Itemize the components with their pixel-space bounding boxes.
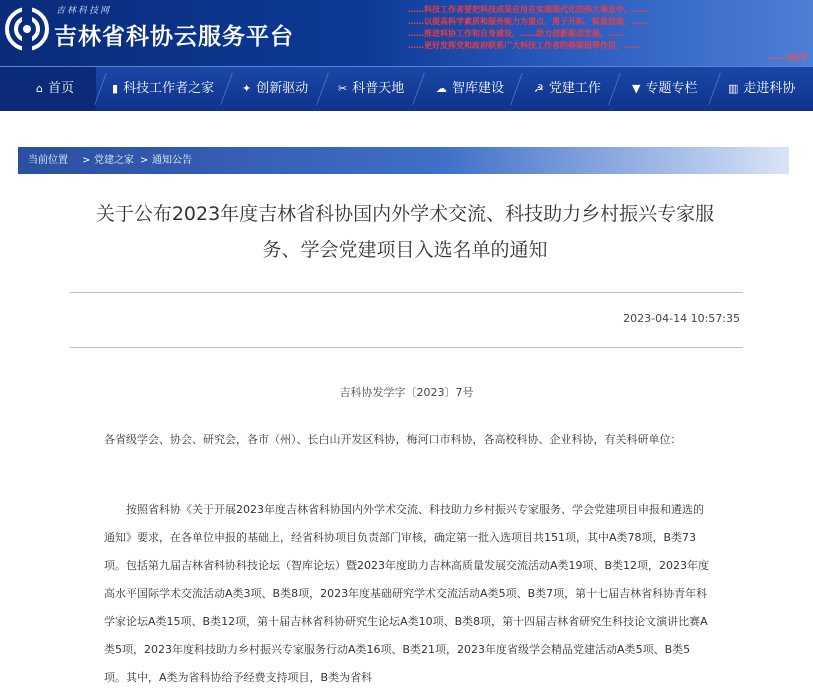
nav-item-innovation[interactable] [242, 67, 308, 111]
cast-logo-icon[interactable] [4, 6, 50, 52]
nav-item-party-building[interactable] [534, 67, 601, 111]
nav-item-scientist-home[interactable] [112, 67, 214, 111]
quote-line: ……以提高科学素质和服务能力为重点，勇于开拓、锐意进取，…… [408, 17, 648, 26]
breadcrumb-separator: > [140, 155, 149, 166]
document-number: 吉科协发学字〔2023〕7号 [339, 386, 474, 399]
breadcrumb [18, 147, 789, 174]
site-title[interactable]: 吉林省科协云服务平台 [54, 24, 294, 50]
nav-divider [220, 73, 233, 105]
nav-divider [94, 73, 107, 105]
nav-item-label: 智库建设 [452, 81, 505, 96]
nav-item-think-tank[interactable] [436, 67, 504, 111]
publish-date: 2023-04-14 10:57:35 [623, 312, 740, 325]
nav-divider [316, 73, 329, 105]
nav-item-label: 走进科协 [743, 81, 796, 96]
bookmark-icon: ▼ [632, 82, 641, 95]
nav-item-about[interactable] [728, 67, 795, 111]
nav-divider [608, 73, 621, 105]
breadcrumb-link-notices[interactable]: 通知公告 [152, 155, 192, 166]
home-icon: ⌂ [36, 82, 43, 95]
nav-item-label: 科普天地 [352, 81, 405, 96]
site-header [0, 0, 813, 66]
meta-divider [70, 347, 743, 348]
spark-icon: ✦ [242, 82, 252, 95]
nav-item-label: 党建工作 [548, 81, 601, 96]
flask-icon: ✂ [338, 82, 348, 95]
nav-divider [510, 73, 523, 105]
book-icon: ▥ [728, 82, 739, 95]
quote-author: ——习近平 [768, 53, 808, 62]
title-divider [70, 292, 743, 293]
breadcrumb-separator: > [82, 155, 91, 166]
header-quote [408, 4, 808, 64]
nav-divider [412, 73, 425, 105]
party-icon: ☭ [534, 82, 544, 95]
nav-item-label: 首页 [47, 81, 74, 96]
nav-item-label: 专题专栏 [645, 81, 698, 96]
nav-divider [708, 73, 721, 105]
nav-item-special-topics[interactable] [632, 67, 697, 111]
breadcrumb-current-label: 当前位置 [28, 155, 68, 166]
article-body: 按照省科协《关于开展2023年度吉林省科协国内外学术交流、科技助力乡村振兴专家服务、学会党建项目申报和遴选的通知》要求，在各单位申报的基础上，经省科协项目负责部门审核，确定第一批入选项目共151项，其中A类78项，B类73项。包括第九届吉林省科协科技论坛（智库论坛）暨2023年度助力吉林高质量发展交流活动A类19项、B类12项，2023年度高水平国际学术交流活动A类3项、B类8项，2023年度基础研究学术交流活动A类5项、B类7项，第十七届吉林省科协青年科学家论坛A类15项、B类12项，第十届吉林省科协研究生论坛A类10项、B类8项，第十四届吉林省研究生科技论文演讲比赛A类5项，2023年度科技助力乡村振兴专家服务行动A类16项、B类21项，2023年度省级学会精品党建活动A类5项、B类5项。其中，A类为省科协给予经费支持项目，B类为省科 [104, 503, 710, 684]
article-title-line: 务、学会党建项目入选名单的通知 [262, 239, 548, 261]
quote-line: ……更好发挥党和政府联系广大科技工作者的桥梁纽带作用，…… [408, 41, 640, 50]
article-title-line: 关于公布2023年度吉林省科协国内外学术交流、科技助力乡村振兴专家服 [95, 203, 715, 225]
breadcrumb-link-party-home[interactable]: 党建之家 [94, 155, 134, 166]
main-nav [0, 66, 813, 111]
quote-line: ……科技工作者要把科技成果应用在实现现代化的伟大事业中，…… [408, 5, 648, 14]
article-address: 各省级学会、协会、研究会，各市（州）、长白山开发区科协，梅河口市科协，各高校科协、企业科协，有关科研单位： [104, 433, 682, 446]
site-subtitle: 吉林科技网 [56, 6, 112, 16]
nav-item-label: 创新驱动 [256, 81, 309, 96]
nav-item-home[interactable] [0, 67, 96, 111]
article-title [70, 196, 740, 268]
nav-item-popular-science[interactable] [338, 67, 404, 111]
quote-line: ……推进科协工作和自身建设，……助力创新驱动发展，…… [408, 29, 624, 38]
building-icon: ▮ [112, 82, 119, 95]
cloud-icon: ☁ [436, 82, 447, 95]
nav-item-label: 科技工作者之家 [123, 81, 215, 96]
